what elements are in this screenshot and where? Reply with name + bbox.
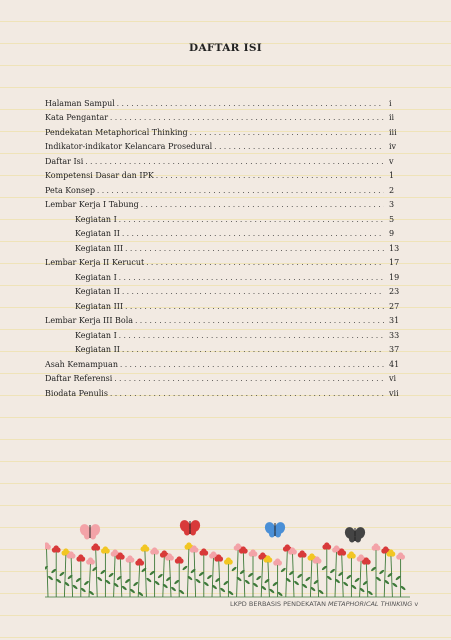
table-of-contents (45, 94, 402, 399)
toc-entry-page: 5 (389, 214, 395, 224)
flower (264, 555, 275, 597)
toc-entry[interactable] (45, 225, 402, 240)
flower (214, 554, 225, 597)
flower (75, 554, 86, 597)
toc-dot-leader (125, 302, 384, 312)
toc-entry[interactable] (45, 268, 402, 283)
footer-italic: METAPHORICAL THINKING (328, 600, 413, 608)
footer-page-number: v (414, 600, 419, 608)
toc-entry-label: Kegiatan III (75, 243, 124, 253)
toc-entry-page: 19 (389, 272, 400, 282)
toc-dot-leader (110, 389, 384, 399)
toc-entry-label: Biodata Penulis (45, 388, 108, 398)
flower (198, 548, 209, 597)
toc-entry-label: Daftar Isi (45, 156, 84, 166)
flower (124, 555, 135, 597)
toc-dot-leader (122, 229, 384, 239)
toc-entry[interactable] (45, 196, 402, 211)
toc-dot-leader (135, 316, 384, 326)
toc-entry[interactable] (45, 370, 402, 385)
toc-dot-leader (122, 345, 384, 355)
toc-entry[interactable] (45, 312, 402, 327)
flower (247, 549, 258, 597)
toc-entry[interactable] (45, 341, 402, 356)
flower (100, 546, 111, 597)
toc-entry-label: Kegiatan III (75, 301, 124, 311)
toc-entry[interactable] (45, 283, 402, 298)
toc-entry-label: Kegiatan II (75, 287, 120, 296)
toc-entry[interactable] (45, 181, 402, 196)
flower (116, 552, 127, 597)
flower (165, 553, 176, 597)
toc-entry-page: i (389, 98, 392, 108)
toc-entry-page: 1 (389, 171, 395, 180)
toc-dot-leader (156, 171, 384, 181)
toc-entry[interactable] (45, 326, 402, 341)
flower (395, 552, 406, 597)
toc-dot-leader (125, 244, 384, 254)
butterfly-icon (263, 521, 287, 538)
toc-entry-page: 2 (389, 185, 395, 195)
toc-dot-leader (114, 374, 384, 384)
toc-entry-label: Kata Pengantar (45, 113, 109, 122)
toc-entry[interactable] (45, 109, 402, 124)
toc-dot-leader (117, 99, 384, 109)
flower (133, 558, 144, 597)
page-footer (230, 600, 419, 608)
toc-entry-page: ii (389, 113, 395, 122)
toc-entry-label: Asah Kemampuan (45, 359, 118, 369)
toc-dot-leader (119, 215, 384, 225)
toc-entry-label: Kegiatan II (75, 345, 120, 354)
flower (149, 547, 160, 597)
butterfly-icon (178, 519, 202, 536)
toc-entry-label: Lembar Kerja II Kerucut (45, 258, 145, 267)
toc-entry-page: 41 (389, 359, 400, 369)
toc-entry-label: Pendekatan Metaphorical Thinking (45, 127, 188, 137)
toc-entry-page: 23 (389, 287, 400, 296)
toc-entry-page: 33 (389, 330, 400, 340)
toc-dot-leader (85, 157, 384, 167)
toc-entry-page: v (389, 156, 394, 166)
toc-dot-leader (120, 360, 384, 370)
toc-dot-leader (141, 200, 384, 210)
toc-entry[interactable] (45, 210, 402, 225)
footer-prefix: LKPD BERBASIS PENDEKATAN (230, 600, 326, 608)
toc-entry-page: 17 (389, 258, 400, 267)
toc-entry-page: 9 (389, 229, 395, 238)
toc-entry-label: Lembar Kerja I Tabung (45, 200, 139, 209)
flower (346, 551, 357, 597)
toc-entry-label: Kegiatan I (75, 330, 117, 340)
toc-entry-label: Kegiatan II (75, 229, 120, 238)
toc-entry-page: 37 (389, 345, 400, 354)
flower-border-decoration (45, 518, 410, 598)
toc-entry-page: 13 (389, 243, 400, 253)
toc-entry-label: Kegiatan I (75, 272, 117, 282)
toc-dot-leader (110, 113, 384, 123)
toc-entry-page: vi (389, 374, 397, 383)
butterfly-icon (343, 526, 367, 543)
flower (51, 545, 62, 597)
page-title: DAFTAR ISI (189, 42, 262, 54)
toc-entry-page: 31 (389, 316, 400, 325)
toc-entry[interactable] (45, 123, 402, 138)
toc-entry-page: iv (389, 142, 397, 151)
toc-entry-page: 3 (389, 200, 395, 209)
toc-dot-leader (119, 331, 384, 341)
toc-entry-page: vii (389, 388, 399, 398)
toc-entry-label: Halaman Sampul (45, 98, 115, 108)
toc-dot-leader (146, 258, 384, 268)
toc-entry[interactable] (45, 297, 402, 312)
flower (67, 551, 78, 597)
toc-entry[interactable] (45, 239, 402, 254)
toc-entry-label: Peta Konsep (45, 185, 95, 195)
toc-entry-label: Indikator-indikator Kelancara Prosedural (45, 142, 213, 151)
toc-entry[interactable] (45, 94, 402, 109)
toc-entry[interactable] (45, 355, 402, 370)
toc-entry[interactable] (45, 167, 402, 182)
toc-dot-leader (119, 273, 384, 283)
flower (297, 550, 308, 597)
toc-entry[interactable] (45, 254, 402, 269)
toc-dot-leader (122, 287, 384, 297)
flower (370, 543, 381, 597)
toc-dot-leader (97, 186, 384, 196)
toc-entry[interactable] (45, 384, 402, 399)
toc-entry-page: 27 (389, 301, 400, 311)
flower (321, 542, 332, 597)
toc-entry-label: Lembar Kerja III Bola (45, 316, 134, 325)
toc-entry[interactable] (45, 152, 402, 167)
toc-entry-label: Kegiatan I (75, 214, 117, 224)
toc-dot-leader (190, 128, 384, 138)
toc-entry-page: iii (389, 127, 397, 137)
toc-dot-leader (214, 142, 384, 152)
toc-entry-label: Kompetensi Dasar dan IPK (45, 171, 154, 180)
toc-entry[interactable] (45, 138, 402, 153)
toc-entry-label: Daftar Referensi (45, 374, 113, 383)
butterfly-icon (78, 523, 102, 540)
